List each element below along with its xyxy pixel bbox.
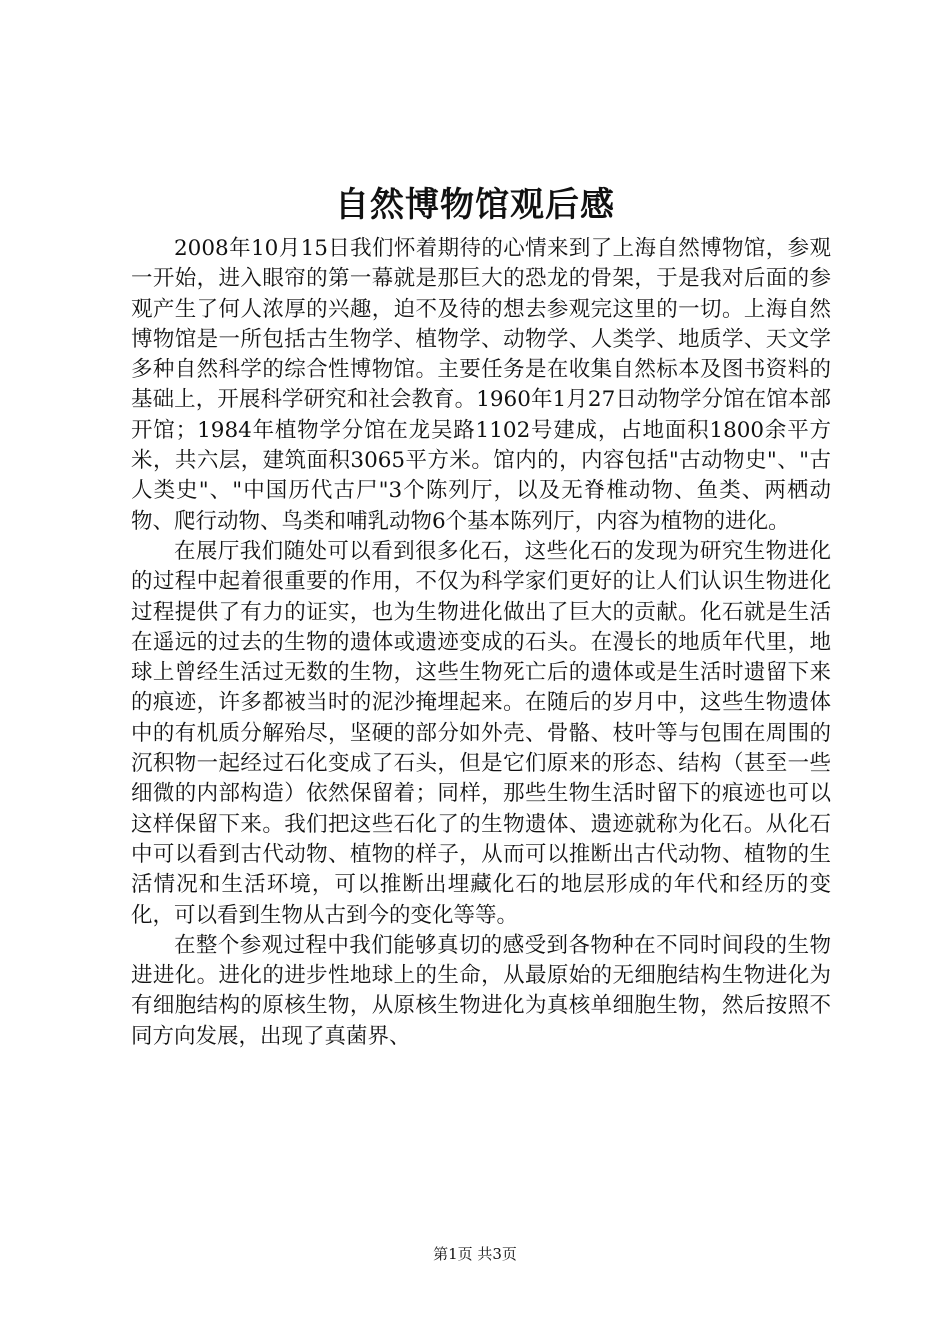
paragraph-2: 在展厅我们随处可以看到很多化石，这些化石的发现为研究生物进化的过程中起着很重要的作用，不仅为科学家们更好的让人们认识生物进化过程提供了有力的证实，也为生物进化做出了巨大的贡献。化石就是生活在遥远的过去的生物的遗体或遗迹变成的石头。在漫长的地质年代里，地球上曾经生活过无数的生物，这些生物死亡后的遗体或是生活时遗留下来的痕迹，许多都被当时的泥沙掩埋起来。在随后的岁月中，这些生物遗体中的有机质分解殆尽，坚硬的部分如外壳、骨骼、枝叶等与包围在周围的沉积物一起经过石化变成了石头，但是它们原来的形态、结构（甚至一些细微的内部构造）依然保留着；同样，那些生物生活时留下的痕迹也可以这样保留下来。我们把这些石化了的生物遗体、遗迹就称为化石。从化石中可以看到古代动物、植物的样子，从而可以推断出古代动物、植物的生活情况和生活环境，可以推断出埋藏化石的地层形成的年代和经历的变化，可以看到生物从古到今的变化等等。 [131,538,831,928]
document-body [131,234,831,1052]
document-title: 自然博物馆观后感 [335,185,615,225]
paragraph-1: 2008年10月15日我们怀着期待的心情来到了上海自然博物馆，参观一开始，进入眼帘的第一幕就是那巨大的恐龙的骨架，于是我对后面的参观产生了何人浓厚的兴趣，迫不及待的想去参观完这里的一切。上海自然博物馆是一所包括古生物学、植物学、动物学、人类学、地质学、天文学多种自然科学的综合性博物馆。主要任务是在收集自然标本及图书资料的基础上，开展科学研究和社会教育。1960年1月27日动物学分馆在馆本部开馆；1984年植物学分馆在龙吴路1102号建成，占地面积1800余平方米，共六层，建筑面积3065平方米。馆内的，内容包括"古动物史"、"古人类史"、"中国历代古尸"3个陈列厅，以及无脊椎动物、鱼类、两栖动物、爬行动物、鸟类和哺乳动物6个基本陈列厅，内容为植物的进化。 [131,236,831,534]
page-number: 第1页 [433,1245,473,1263]
page-total: 共3页 [477,1245,517,1263]
page-footer [0,1243,950,1265]
paragraph-3: 在整个参观过程中我们能够真切的感受到各物种在不同时间段的生物进进化。进化的进步性地球上的生命，从最原始的无细胞结构生物进化为有细胞结构的原核生物，从原核生物进化为真核单细胞生物，然后按照不同方向发展，出现了真菌界、 [131,932,831,1049]
